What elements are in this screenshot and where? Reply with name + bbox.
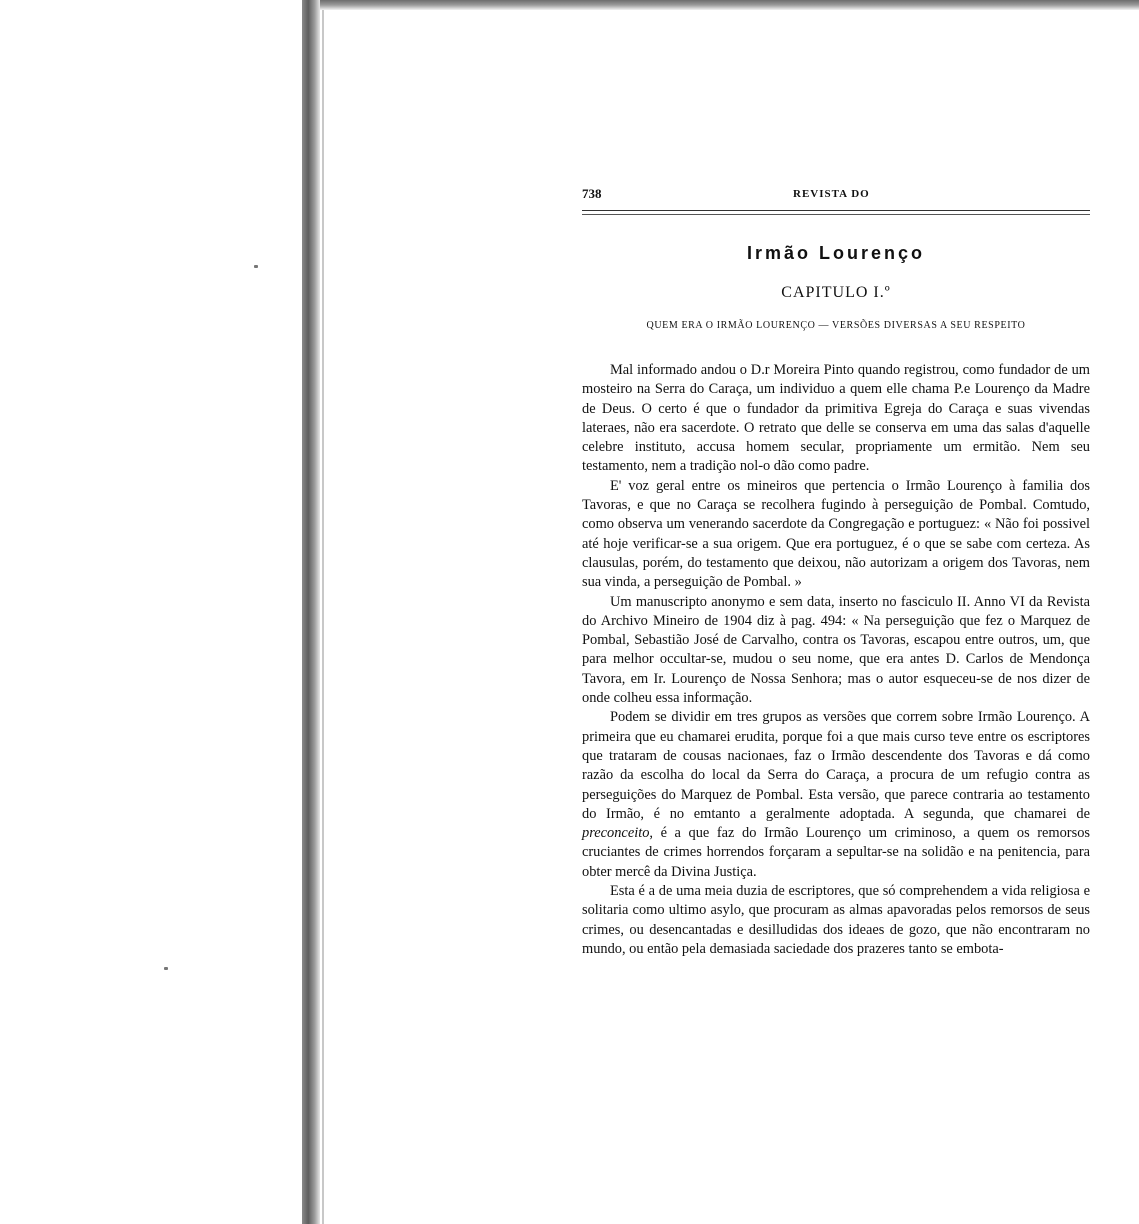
body-text xyxy=(582,361,1090,959)
scan-speck xyxy=(254,265,258,268)
paragraph: Mal informado andou o D.r Moreira Pinto quando registrou, como fundador de um mosteiro na Serra do Caraça, um individuo a quem elle chama P.e Lourenço da Madre de Deus. O certo é que o fundador da primitiva Egreja do Caraça e suas vivendas lateraes, não era sacerdote. O retrato que delle se conserva em uma das salas d'aquelle celebre instituto, accusa homem secular, propriamente um ermitão. Nem seu testamento, nem a tradição nol-o dão como padre. xyxy=(582,362,1090,475)
paragraph: Esta é a de uma meia duzia de escriptores, que só comprehendem a vida religiosa e solitaria como ultimo asylo, que procuram as almas apavoradas pelos remorsos de seus crimes, ou desencantadas e desilludidas dos ideaes de gozo, que não encontraram no mundo, ou então pela demasiada saciedade dos prazeres tanto se embota- xyxy=(582,883,1090,957)
running-head xyxy=(582,186,1090,206)
paragraph: Um manuscripto anonymo e sem data, inserto no fasciculo II. Anno VI da Revista do Archivo Mineiro de 1904 diz à pag. 494: « Na perseguição que fez o Marquez de Pombal, Sebastião José de Carvalho, contra os Tavoras, escapou entre outros, um, que para melhor occultar-se, mudou o seu nome, que era antes D. Carlos de Mendonça Tavora, em Ir. Lourenço de Nossa Senhora; mas o autor esqueceu-se de nos dizer de onde colheu essa informação. xyxy=(582,593,1090,707)
binding-edge-line xyxy=(322,0,324,1224)
running-title: REVISTA DO xyxy=(793,188,870,200)
scan-speck xyxy=(164,967,168,970)
book-page xyxy=(582,186,1090,959)
paragraph xyxy=(582,708,1090,882)
paragraph-text: , é a que faz do Irmão Lourenço um criminoso, a quem os remorsos cruciantes de crimes horrendos forçaram a sepultar-se na solidão e na penitencia, para obter mercê da Divina Justiça. xyxy=(582,825,1090,880)
paragraph: E' voz geral entre os mineiros que pertencia o Irmão Lourenço à familia dos Tavoras, e que no Caraça se recolhera fugindo à perseguição de Pombal. Comtudo, como observa um venerando sacerdote da Congregação e portuguez: « Não foi possivel até hoje verificar-se a sua origem. Que era portuguez, é o que se sabe com certeza. As clausulas, porém, do testamento que deixou, não autorizam a origem dos Tavoras, nem sua vinda, a perseguição de Pombal. » xyxy=(582,477,1090,591)
page-top-edge-shadow xyxy=(320,0,1139,10)
italic-term: preconceito xyxy=(582,825,650,842)
paragraph-text: Podem se dividir em tres grupos as versões que correm sobre Irmão Lourenço. A primeira que eu chamarei erudita, porque foi a que mais curso teve entre os escriptores que trataram de cousas nacionaes, faz o Irmão descendente dos Tavoras e dá como razão da escolha do local da Serra do Caraça, a procura de um refugio contra as perseguições do Marquez de Pombal. Esta versão, que parece contraria ao testamento do Irmão, é no emtanto a geralmente adoptada. A segunda, que chamarei de xyxy=(582,709,1090,822)
header-rule xyxy=(582,210,1090,215)
article-title: Irmão Lourenço xyxy=(746,243,926,263)
page-margin-left xyxy=(0,0,330,1224)
page-number: 738 xyxy=(582,186,602,201)
book-binding-shadow xyxy=(302,0,320,1224)
chapter-subtitle: QUEM ERA O IRMÃO LOURENÇO — VERSÕES DIVERSAS A SEU RESPEITO xyxy=(646,320,1026,331)
chapter-heading: CAPITULO I.º xyxy=(781,284,891,301)
